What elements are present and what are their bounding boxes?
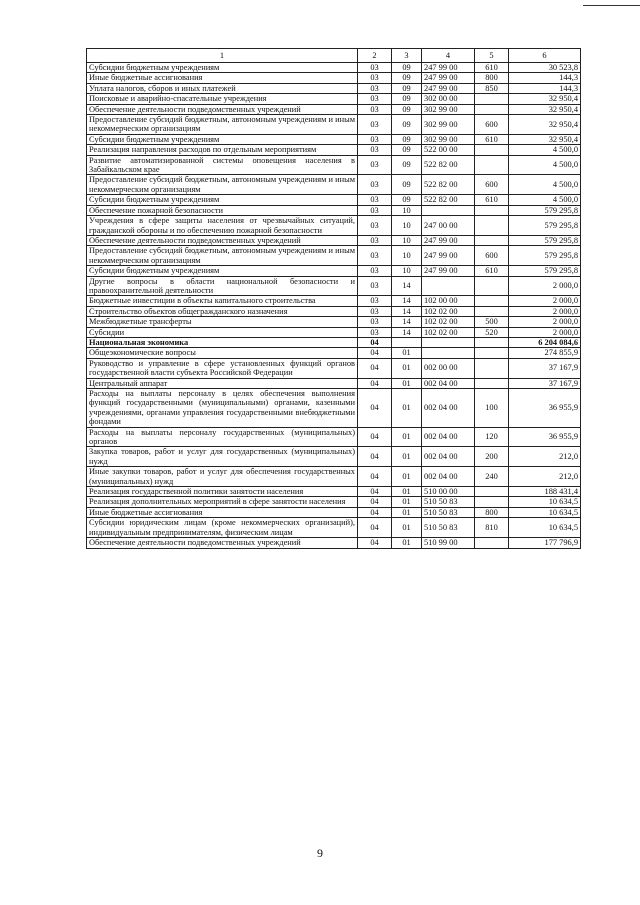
item-name: Обеспечение деятельности подведомственных учреждений [87,538,358,548]
section-code: 03 [358,195,392,205]
table-row [87,195,581,205]
table-row [87,246,581,266]
expense-type-code: 240 [475,467,509,487]
table-row [87,467,581,487]
amount: 32 950,4 [509,134,581,144]
section-code: 03 [358,276,392,296]
expense-type-code: 600 [475,115,509,135]
target-item-code: 247 99 00 [422,235,475,245]
section-code: 04 [358,497,392,507]
section-code: 04 [358,507,392,517]
header-cell: 2 [358,49,392,63]
expense-type-code [475,358,509,378]
target-item-code: 510 50 83 [422,518,475,538]
table-row [87,306,581,316]
subsection-code: 09 [392,155,422,175]
target-item-code: 510 00 00 [422,487,475,497]
section-code: 03 [358,94,392,104]
target-item-code [422,205,475,215]
target-item-code: 302 99 00 [422,134,475,144]
section-code: 03 [358,327,392,337]
expense-type-code: 600 [475,175,509,195]
expense-type-code: 800 [475,507,509,517]
section-code: 03 [358,145,392,155]
section-code: 04 [358,427,392,447]
amount: 2 000,0 [509,317,581,327]
expense-type-code: 520 [475,327,509,337]
item-name: Бюджетные инвестиции в объекты капитального строительства [87,296,358,306]
amount: 32 950,4 [509,104,581,114]
item-name: Реализация государственной политики занятости населения [87,487,358,497]
table-row [87,497,581,507]
section-code: 04 [358,467,392,487]
item-name: Расходы на выплаты персоналу в целях обеспечения выполнения функций государственными (муниципальными) органами, казенными учреждениями, органами управления государственными внебюджетными фондами [87,389,358,428]
expense-type-code: 120 [475,427,509,447]
subsection-code: 10 [392,246,422,266]
table-row [87,538,581,548]
item-name: Иные закупки товаров, работ и услуг для обеспечения государственных (муниципальных) нужд [87,467,358,487]
header-cell: 5 [475,49,509,63]
amount: 274 855,9 [509,348,581,358]
amount: 212,0 [509,467,581,487]
table-row [87,94,581,104]
item-name: Предоставление субсидий бюджетным, автономным учреждениям и иным некоммерческим организациям [87,175,358,195]
table-row [87,358,581,378]
item-name: Субсидии бюджетным учреждениям [87,195,358,205]
expense-type-code [475,497,509,507]
amount: 579 295,8 [509,235,581,245]
target-item-code: 522 00 00 [422,145,475,155]
subsection-code: 01 [392,378,422,388]
amount: 2 000,0 [509,296,581,306]
target-item-code: 102 00 00 [422,296,475,306]
amount: 579 295,8 [509,266,581,276]
amount: 30 523,8 [509,63,581,73]
subsection-code: 01 [392,518,422,538]
subsection-code: 14 [392,306,422,316]
section-code: 03 [358,115,392,135]
subsection-code: 10 [392,266,422,276]
item-name: Национальная экономика [87,337,358,347]
expense-type-code: 810 [475,518,509,538]
target-item-code [422,276,475,296]
target-item-code: 510 50 83 [422,507,475,517]
table-row [87,518,581,538]
section-code: 03 [358,266,392,276]
target-item-code: 302 00 00 [422,94,475,104]
expense-type-code: 610 [475,134,509,144]
expense-type-code [475,276,509,296]
amount: 6 204 084,6 [509,337,581,347]
item-name: Предоставление субсидий бюджетным, автономным учреждениям и иным некоммерческим организациям [87,246,358,266]
expense-type-code [475,378,509,388]
table-row [87,348,581,358]
item-name: Руководство и управление в сфере установленных функций органов государственной власти субъекта Российской Федерации [87,358,358,378]
table-row [87,104,581,114]
amount: 10 634,5 [509,507,581,517]
section-code: 04 [358,348,392,358]
subsection-code [392,337,422,347]
item-name: Развитие автоматизированной системы оповещения населения в Забайкальском крае [87,155,358,175]
subsection-code: 09 [392,104,422,114]
subsection-code: 10 [392,235,422,245]
subsection-code: 09 [392,115,422,135]
target-item-code: 247 99 00 [422,73,475,83]
subsection-code: 14 [392,296,422,306]
subsection-code: 01 [392,447,422,467]
subsection-code: 09 [392,175,422,195]
target-item-code: 102 02 00 [422,317,475,327]
section-code: 03 [358,83,392,93]
subsection-code: 14 [392,276,422,296]
expense-type-code [475,155,509,175]
target-item-code: 522 82 00 [422,155,475,175]
item-name: Строительство объектов общегражданского назначения [87,306,358,316]
expense-type-code [475,538,509,548]
amount: 2 000,0 [509,306,581,316]
amount: 579 295,8 [509,246,581,266]
table-row [87,327,581,337]
target-item-code: 302 99 00 [422,104,475,114]
item-name: Обеспечение деятельности подведомственных учреждений [87,104,358,114]
subsection-code: 01 [392,538,422,548]
amount: 37 167,9 [509,378,581,388]
item-name: Расходы на выплаты персоналу государственных (муниципальных) органов [87,427,358,447]
section-code: 04 [358,447,392,467]
item-name: Субсидии [87,327,358,337]
corner-rule [583,5,640,6]
expense-type-code [475,104,509,114]
target-item-code: 247 99 00 [422,83,475,93]
section-code: 03 [358,155,392,175]
amount: 10 634,5 [509,518,581,538]
expense-type-code [475,306,509,316]
header-row [87,49,581,63]
target-item-code: 302 99 00 [422,115,475,135]
section-code: 03 [358,104,392,114]
expense-type-code: 800 [475,73,509,83]
subsection-code: 01 [392,427,422,447]
target-item-code: 247 99 00 [422,266,475,276]
header-cell: 3 [392,49,422,63]
target-item-code: 522 82 00 [422,175,475,195]
target-item-code: 247 99 00 [422,63,475,73]
subsection-code: 10 [392,205,422,215]
table-row [87,205,581,215]
expense-type-code [475,487,509,497]
section-code: 03 [358,246,392,266]
item-name: Иные бюджетные ассигнования [87,507,358,517]
section-code: 03 [358,306,392,316]
subsection-code: 09 [392,134,422,144]
amount: 2 000,0 [509,327,581,337]
table-row [87,427,581,447]
item-name: Другие вопросы в области национальной безопасности и правоохранительной деятельности [87,276,358,296]
expense-type-code [475,348,509,358]
section-code: 03 [358,317,392,327]
table-row [87,378,581,388]
item-name: Общеэкономические вопросы [87,348,358,358]
item-name: Закупка товаров, работ и услуг для государственных (муниципальных) нужд [87,447,358,467]
page-number: 9 [317,846,323,860]
subsection-code: 09 [392,73,422,83]
target-item-code: 002 04 00 [422,427,475,447]
item-name: Субсидии бюджетным учреждениям [87,63,358,73]
section-code: 04 [358,538,392,548]
table-row [87,73,581,83]
section-code: 04 [358,358,392,378]
amount: 177 796,9 [509,538,581,548]
header-cell: 4 [422,49,475,63]
target-item-code: 102 02 00 [422,306,475,316]
amount: 37 167,9 [509,358,581,378]
subsection-code: 14 [392,327,422,337]
subsection-code: 09 [392,63,422,73]
table-row [87,447,581,467]
section-code: 03 [358,205,392,215]
expense-type-code: 850 [475,83,509,93]
section-code: 04 [358,487,392,497]
table-row [87,389,581,428]
target-item-code: 510 50 83 [422,497,475,507]
table-row [87,235,581,245]
expense-type-code [475,94,509,104]
amount: 4 500,0 [509,145,581,155]
amount: 4 500,0 [509,155,581,175]
subsection-code: 01 [392,389,422,428]
amount: 10 634,5 [509,497,581,507]
section-code: 03 [358,216,392,236]
subsection-code: 09 [392,145,422,155]
header-cell: 1 [87,49,358,63]
table-row [87,115,581,135]
section-code: 03 [358,296,392,306]
item-name: Реализация дополнительных мероприятий в сфере занятости населения [87,497,358,507]
amount: 188 431,4 [509,487,581,497]
item-name: Предоставление субсидий бюджетным, автономным учреждениям и иным некоммерческим организациям [87,115,358,135]
table-row [87,216,581,236]
table-row [87,317,581,327]
section-code: 04 [358,378,392,388]
section-code: 03 [358,73,392,83]
expense-type-code [475,296,509,306]
table-row [87,134,581,144]
amount: 36 955,9 [509,389,581,428]
amount: 212,0 [509,447,581,467]
table-row [87,266,581,276]
amount: 144,3 [509,83,581,93]
item-name: Обеспечение деятельности подведомственных учреждений [87,235,358,245]
amount: 4 500,0 [509,195,581,205]
item-name: Межбюджетные трансферты [87,317,358,327]
table-row [87,487,581,497]
subsection-code: 01 [392,467,422,487]
table-row [87,507,581,517]
amount: 4 500,0 [509,175,581,195]
table-row [87,296,581,306]
expense-type-code: 610 [475,266,509,276]
table-row [87,155,581,175]
amount: 144,3 [509,73,581,83]
expense-type-code [475,235,509,245]
item-name: Уплата налогов, сборов и иных платежей [87,83,358,93]
section-code: 03 [358,175,392,195]
section-code: 03 [358,134,392,144]
target-item-code: 002 04 00 [422,447,475,467]
subsection-code: 01 [392,487,422,497]
expense-type-code [475,205,509,215]
expense-type-code [475,216,509,236]
subsection-code: 10 [392,216,422,236]
table-row [87,83,581,93]
target-item-code [422,337,475,347]
target-item-code: 247 99 00 [422,246,475,266]
amount: 32 950,4 [509,94,581,104]
section-code: 04 [358,518,392,538]
subsection-code: 01 [392,497,422,507]
target-item-code: 002 04 00 [422,378,475,388]
target-item-code: 002 00 00 [422,358,475,378]
table-row [87,337,581,347]
table-row [87,63,581,73]
amount: 579 295,8 [509,205,581,215]
item-name: Обеспечение пожарной безопасности [87,205,358,215]
amount: 2 000,0 [509,276,581,296]
target-item-code: 002 04 00 [422,467,475,487]
section-code: 03 [358,63,392,73]
table-row [87,276,581,296]
expense-type-code [475,337,509,347]
section-code: 04 [358,337,392,347]
target-item-code: 102 02 00 [422,327,475,337]
subsection-code: 09 [392,195,422,205]
target-item-code: 002 04 00 [422,389,475,428]
subsection-code: 01 [392,348,422,358]
section-code: 04 [358,389,392,428]
subsection-code: 14 [392,317,422,327]
target-item-code: 510 99 00 [422,538,475,548]
item-name: Субсидии бюджетным учреждениям [87,134,358,144]
subsection-code: 09 [392,94,422,104]
amount: 32 950,4 [509,115,581,135]
expense-type-code [475,145,509,155]
expense-type-code: 610 [475,63,509,73]
table-row [87,175,581,195]
item-name: Иные бюджетные ассигнования [87,73,358,83]
target-item-code: 522 82 00 [422,195,475,205]
item-name: Поисковые и аварийно-спасательные учреждения [87,94,358,104]
subsection-code: 01 [392,507,422,517]
header-cell: 6 [509,49,581,63]
expense-type-code: 200 [475,447,509,467]
item-name: Субсидии бюджетным учреждениям [87,266,358,276]
target-item-code [422,348,475,358]
amount: 36 955,9 [509,427,581,447]
expense-type-code: 100 [475,389,509,428]
subsection-code: 09 [392,83,422,93]
table-row [87,145,581,155]
expense-type-code: 500 [475,317,509,327]
amount: 579 295,8 [509,216,581,236]
item-name: Субсидии юридическим лицам (кроме некоммерческих организаций), индивидуальным предпринимателям, физическим лицам [87,518,358,538]
item-name: Центральный аппарат [87,378,358,388]
expense-type-code: 600 [475,246,509,266]
target-item-code: 247 00 00 [422,216,475,236]
expense-type-code: 610 [475,195,509,205]
subsection-code: 01 [392,358,422,378]
item-name: Реализация направления расходов по отдельным мероприятиям [87,145,358,155]
budget-table [86,48,581,549]
item-name: Учреждения в сфере защиты населения от чрезвычайных ситуаций, гражданской обороны и по обеспечению пожарной безопасности [87,216,358,236]
section-code: 03 [358,235,392,245]
